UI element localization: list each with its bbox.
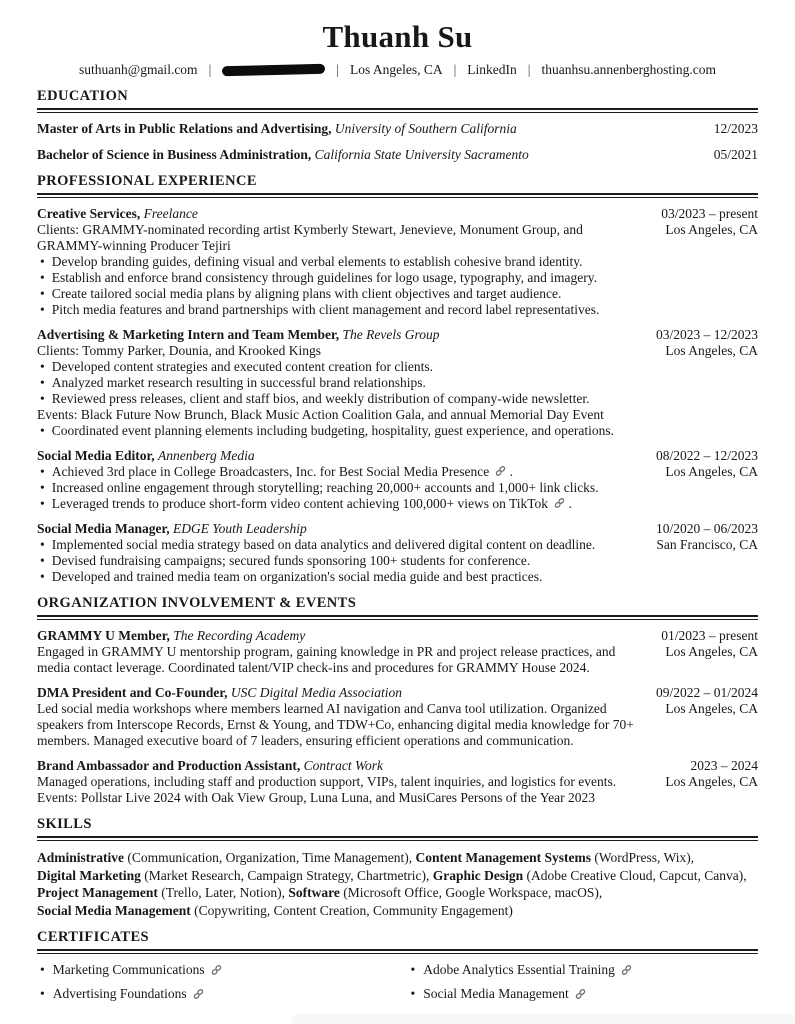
certificate-item	[408, 986, 759, 1002]
education-date: 05/2021	[713, 147, 758, 163]
job-title: Creative Services,	[37, 206, 141, 222]
org-name: The Recording Academy	[173, 628, 306, 644]
job-title: Social Media Manager,	[37, 521, 170, 537]
date-location	[656, 521, 758, 553]
clients-line: Clients: Tommy Parker, Dounia, and Krooked Kings	[37, 343, 321, 359]
skill-items: (WordPress, Wix),	[594, 850, 695, 866]
certificate-label: • Adobe Analytics Essential Training	[423, 962, 615, 978]
org-title-line	[37, 758, 640, 774]
section-heading-skills: SKILLS	[37, 816, 758, 838]
skill-items: (Microsoft Office, Google Workspace, macOS),	[343, 885, 603, 901]
skill-category: Social Media Management	[37, 902, 191, 918]
experience-entry	[37, 521, 758, 585]
section-certificates	[37, 929, 758, 1002]
org-name: Contract Work	[303, 758, 383, 774]
section-heading-experience: PROFESSIONAL EXPERIENCE	[37, 173, 758, 195]
job-title: Advertising & Marketing Intern and Team Member,	[37, 327, 340, 343]
certificate-item	[37, 986, 388, 1002]
org-role: GRAMMY U Member,	[37, 628, 170, 644]
bullet-item: • Pitch media features and brand partnerships with client management and record label representatives.	[37, 302, 640, 318]
job-title-line	[37, 327, 640, 343]
date-location	[656, 327, 758, 359]
link-icon[interactable]	[621, 964, 632, 976]
education-entry	[37, 147, 758, 163]
section-skills	[37, 816, 758, 919]
date-location	[665, 758, 758, 790]
skill-category: Project Management	[37, 885, 158, 901]
skill-category: Software	[288, 885, 340, 901]
skill-items: (Trello, Later, Notion),	[161, 885, 286, 901]
skill-items: (Copywriting, Content Creation, Community Engagement)	[194, 902, 513, 918]
skills-line	[37, 867, 758, 885]
section-experience	[37, 173, 758, 585]
link-icon[interactable]	[193, 988, 204, 1000]
bullet-item: • Devised fundraising campaigns; secured funds sponsoring 100+ students for conference.	[37, 553, 640, 569]
link-icon[interactable]	[554, 497, 565, 509]
job-date: 03/2023 – 12/2023	[655, 327, 758, 343]
certificate-label: • Advertising Foundations	[52, 986, 187, 1002]
link-icon[interactable]	[495, 465, 506, 477]
org-date: 2023 – 2024	[690, 758, 758, 774]
certificate-item	[408, 962, 759, 978]
separator: |	[208, 62, 212, 78]
experience-entry	[37, 327, 758, 439]
redacted-phone	[222, 64, 325, 77]
org-role: DMA President and Co-Founder,	[37, 685, 228, 701]
job-org: The Revels Group	[342, 327, 440, 343]
org-title-line	[37, 628, 640, 644]
bullet-item: • Developed and trained media team on organization's social media guide and best practices.	[37, 569, 640, 585]
bullet-item: • Achieved 3rd place in College Broadcasters, Inc. for Best Social Media Presence .	[37, 464, 640, 480]
location-text: Los Angeles, CA	[349, 62, 443, 78]
separator: |	[453, 62, 457, 78]
section-heading-education: EDUCATION	[37, 88, 758, 110]
org-location: Los Angeles, CA	[665, 774, 758, 790]
bullet-item: • Analyzed market research resulting in successful brand relationships.	[37, 375, 640, 391]
org-name: USC Digital Media Association	[230, 685, 403, 701]
section-education	[37, 88, 758, 163]
date-location	[661, 206, 758, 238]
job-location: Los Angeles, CA	[665, 222, 758, 238]
school-name: University of Southern California	[334, 121, 517, 137]
job-date: 10/2020 – 06/2023	[655, 521, 758, 537]
org-description: Engaged in GRAMMY U mentorship program, gaining knowledge in PR and project release practices, and media contact leverage. Coordinated talent/VIP check-ins and procedures for GRAMMY House 2024.	[37, 644, 616, 676]
certificates-grid	[37, 962, 758, 1002]
date-location	[656, 685, 758, 717]
skill-category: Administrative	[37, 850, 124, 866]
job-location: Los Angeles, CA	[665, 343, 758, 359]
org-date: 09/2022 – 01/2024	[655, 685, 758, 701]
org-description: Led social media workshops where members learned AI navigation and Canva tool utilization. Organized speakers from Interscope Records, Ernst & Young, and TDW+Co, enhancing digital media knowledge for 70+ members. Managed executive board of 7 leaders, ensuring efficient operations and communication.	[37, 701, 634, 749]
organization-entry	[37, 685, 758, 749]
degree-title: Master of Arts in Public Relations and Advertising,	[37, 121, 332, 137]
certificate-item	[37, 962, 388, 978]
org-title-line	[37, 685, 640, 701]
skill-category: Graphic Design	[432, 867, 524, 883]
education-entry	[37, 121, 758, 137]
date-location	[656, 448, 758, 480]
separator: |	[336, 62, 339, 78]
link-icon[interactable]	[575, 988, 586, 1000]
skills-line	[37, 902, 758, 920]
link-icon[interactable]	[211, 964, 222, 976]
job-location: Los Angeles, CA	[665, 464, 758, 480]
skill-items: (Market Research, Campaign Strategy, Chartmetric),	[144, 867, 430, 883]
section-heading-certificates: CERTIFICATES	[37, 929, 758, 951]
job-org: Annenberg Media	[158, 448, 255, 464]
job-title-line	[37, 206, 640, 222]
job-title-line	[37, 521, 640, 537]
linkedin-link[interactable]: LinkedIn	[467, 62, 517, 78]
job-title-line	[37, 448, 640, 464]
job-date: 08/2022 – 12/2023	[655, 448, 758, 464]
certificate-label: • Marketing Communications	[52, 962, 205, 978]
experience-entry	[37, 206, 758, 318]
contact-bar	[37, 62, 758, 78]
bullet-item: • Develop branding guides, defining visual and verbal elements to establish cohesive brand identity.	[37, 254, 640, 270]
degree-title: Bachelor of Science in Business Administration,	[37, 147, 312, 163]
skill-category: Content Management Systems	[415, 850, 591, 866]
experience-entry	[37, 448, 758, 512]
bullet-item: • Reviewed press releases, client and staff bios, and weekly distribution of company-wide newsletter.	[37, 391, 640, 407]
date-location	[661, 628, 758, 660]
separator: |	[527, 62, 531, 78]
job-org: EDGE Youth Leadership	[173, 521, 307, 537]
job-location: San Francisco, CA	[656, 537, 758, 553]
skill-items: (Adobe Creative Cloud, Capcut, Canva),	[526, 867, 747, 883]
skills-line	[37, 884, 758, 902]
clients-line: Clients: GRAMMY-nominated recording artist Kymberly Stewart, Jenevieve, Monument Group, and GRAMMY-winning Producer Tejiri	[37, 222, 583, 254]
school-name: California State University Sacramento	[314, 147, 529, 163]
org-role: Brand Ambassador and Production Assistant,	[37, 758, 301, 774]
skill-category: Digital Marketing	[37, 867, 141, 883]
page-bottom-artifact	[292, 1013, 795, 1024]
job-title: Social Media Editor,	[37, 448, 155, 464]
bullet-item: • Increased online engagement through storytelling; reaching 20,000+ accounts and 1,000+ link clicks.	[37, 480, 640, 496]
job-org: Freelance	[143, 206, 198, 222]
organization-entry	[37, 628, 758, 676]
bullet-item: • Implemented social media strategy based on data analytics and delivered digital content on deadline.	[37, 537, 640, 553]
organization-entry	[37, 758, 758, 806]
page-title: Thuanh Su	[322, 19, 473, 54]
org-description: Managed operations, including staff and production support, VIPs, talent inquiries, and logistics for events. Events: Pollstar Live 2024 with Oak View Group, Luna Luna, and MusiCares Persons of the Year 2023	[37, 774, 617, 806]
skill-items: (Communication, Organization, Time Management),	[127, 850, 413, 866]
website-link[interactable]: thuanhsu.annenberghosting.com	[541, 62, 716, 78]
bullet-item: • Developed content strategies and executed content creation for clients.	[37, 359, 640, 375]
email-link[interactable]: suthuanh@gmail.com	[79, 62, 198, 78]
bullet-item: • Create tailored social media plans by aligning plans with client objectives and target audience.	[37, 286, 640, 302]
section-organizations	[37, 595, 758, 806]
job-date: 03/2023 – present	[661, 206, 758, 222]
education-date: 12/2023	[713, 121, 758, 137]
org-location: Los Angeles, CA	[665, 644, 758, 660]
org-date: 01/2023 – present	[661, 628, 758, 644]
section-heading-organizations: ORGANIZATION INVOLVEMENT & EVENTS	[37, 595, 758, 617]
events-line: Events: Black Future Now Brunch, Black Music Action Coalition Gala, and annual Memorial Day Event	[37, 407, 604, 423]
certificate-label: • Social Media Management	[423, 986, 569, 1002]
bullet-item: • Coordinated event planning elements including budgeting, hospitality, guest experience, and operations.	[37, 423, 640, 439]
skills-line	[37, 849, 758, 867]
bullet-item: • Establish and enforce brand consistency through guidelines for logo usage, typography, and imagery.	[37, 270, 640, 286]
bullet-item: • Leveraged trends to produce short-form video content achieving 100,000+ views on TikTok .	[37, 496, 640, 512]
org-location: Los Angeles, CA	[665, 701, 758, 717]
